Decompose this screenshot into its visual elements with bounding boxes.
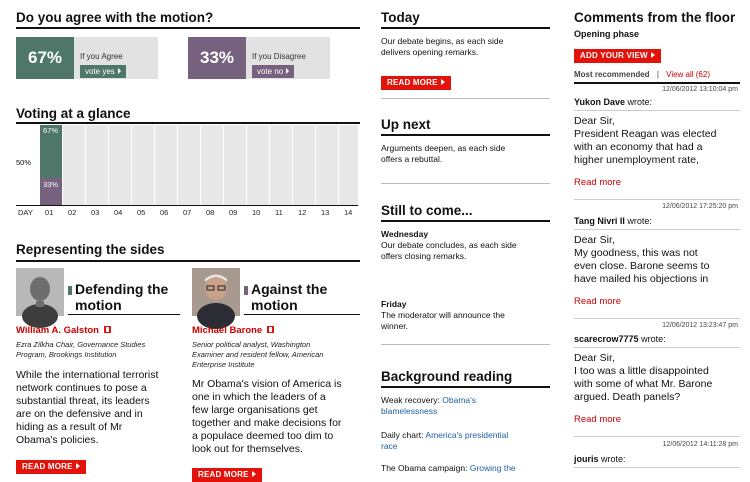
- comment-user: [574, 216, 652, 226]
- divider: [381, 183, 550, 184]
- comment-body: [574, 115, 734, 167]
- day1-agree-value: 67%: [43, 126, 59, 135]
- read-more-label: READ MORE: [387, 78, 438, 87]
- day-tick-label: 01: [45, 208, 54, 217]
- comment-line: Dear Sir,: [574, 352, 615, 364]
- x-axis: [16, 205, 358, 206]
- sides-heading: Representing the sides: [16, 242, 165, 257]
- comment-body: [574, 234, 734, 286]
- arrow-right-icon: [118, 68, 121, 74]
- background-link[interactable]: blamelessness: [381, 406, 438, 416]
- galston-role-1: Ezra Zilkha Chair, Governance Studies: [16, 340, 146, 349]
- summary-line: few large organisations get: [192, 404, 318, 416]
- gridline: [246, 125, 247, 205]
- info-icon[interactable]: [267, 326, 274, 333]
- wrote-label: wrote:: [601, 454, 626, 464]
- divider: [381, 386, 550, 388]
- summary-line: While the international terrorist: [16, 369, 159, 381]
- day-tick-label: 04: [114, 208, 123, 217]
- gridline: [62, 125, 63, 205]
- text-line: offers a rebuttal.: [381, 154, 443, 164]
- add-view-label: ADD YOUR VIEW: [580, 51, 648, 60]
- divider: [574, 199, 740, 200]
- galston-name[interactable]: [16, 325, 111, 336]
- comment-user: [574, 454, 626, 464]
- voting-chart: [40, 125, 358, 205]
- day-tick-label: 10: [252, 208, 261, 217]
- background-link[interactable]: Obama's: [442, 395, 477, 405]
- disagree-percent: 33%: [188, 37, 246, 79]
- comment-user: [574, 97, 652, 107]
- gridline: [108, 125, 109, 205]
- wednesday-label: Wednesday: [381, 229, 429, 239]
- upnext-text: [381, 143, 505, 165]
- gridline: [177, 125, 178, 205]
- comment-line: President Reagan was elected: [574, 128, 717, 140]
- summary-line: look out for themselves.: [192, 443, 303, 455]
- gridline: [315, 125, 316, 205]
- summary-line: Mr Obama's vision of America is: [192, 378, 342, 390]
- gridline: [131, 125, 132, 205]
- y-axis-label: 50%: [16, 158, 32, 167]
- divider: [574, 467, 740, 468]
- arrow-right-icon: [441, 79, 445, 85]
- vote-yes-label: vote yes: [85, 67, 115, 76]
- comment-line: higher unemployment rate,: [574, 154, 699, 166]
- view-all-link[interactable]: View all (62): [666, 70, 710, 79]
- still-heading: Still to come...: [381, 203, 473, 218]
- summary-line: together and make decisions for: [192, 417, 342, 429]
- day-tick-label: 08: [206, 208, 215, 217]
- galston-role-2: Program, Brookings Institution: [16, 350, 117, 359]
- comment-body: [574, 352, 734, 404]
- text-line: delivers opening remarks.: [381, 47, 479, 57]
- against-summary: [192, 378, 342, 456]
- wrote-label: wrote:: [627, 216, 652, 226]
- divider: [381, 98, 550, 99]
- username: jouris: [574, 454, 599, 464]
- divider: [574, 229, 740, 230]
- background-link[interactable]: Growing the: [469, 463, 516, 473]
- day1-disagree-bar: [40, 178, 62, 205]
- today-heading: Today: [381, 10, 420, 25]
- barone-role-3: Enterprise Institute: [192, 360, 255, 369]
- day-tick-label: 11: [275, 208, 283, 217]
- galston-name-text: William A. Galston: [16, 325, 99, 336]
- read-more-label: READ MORE: [198, 470, 249, 479]
- comment-sort: [574, 70, 710, 79]
- disagree-label: If you Disagree: [252, 52, 306, 61]
- agree-marker: [68, 286, 72, 295]
- agree-percent: 67%: [16, 37, 74, 79]
- agree-label: If you Agree: [80, 52, 123, 61]
- divider: [381, 220, 550, 222]
- text-line: Our debate concludes, as each side: [381, 240, 517, 250]
- divider: [16, 27, 360, 29]
- person-avatar-icon: [16, 268, 64, 316]
- disagree-box: [188, 37, 330, 79]
- divider: [244, 314, 360, 315]
- comment-line: with an economy that had a: [574, 141, 703, 153]
- comment-line: My goodness, this was not: [574, 247, 698, 259]
- barone-role-2: Examiner and resident fellow, American: [192, 350, 324, 359]
- background-link[interactable]: race: [381, 441, 398, 451]
- friday-label: Friday: [381, 299, 407, 309]
- wrote-label: wrote:: [641, 334, 666, 344]
- comment-read-more[interactable]: Read more: [574, 414, 621, 425]
- day1-disagree-value: 33%: [43, 180, 59, 189]
- against-read-more-button[interactable]: [192, 468, 262, 482]
- comment-read-more[interactable]: Read more: [574, 296, 621, 307]
- comment-line: Dear Sir,: [574, 115, 615, 127]
- summary-line: network continues to pose a: [16, 382, 147, 394]
- disagree-marker: [244, 286, 248, 295]
- day-tick-label: 06: [160, 208, 169, 217]
- comment-read-more[interactable]: Read more: [574, 177, 621, 188]
- motion-heading: Do you agree with the motion?: [16, 10, 214, 25]
- day-tick-label: 07: [183, 208, 192, 217]
- divider: [381, 27, 550, 29]
- divider: [16, 122, 360, 124]
- background-heading: Background reading: [381, 369, 513, 384]
- arrow-right-icon: [651, 52, 655, 58]
- summary-line: one in which the leaders of a: [192, 391, 326, 403]
- phase-label: Opening phase: [574, 29, 640, 39]
- day-axis-label: DAY: [18, 208, 33, 217]
- comment-line: Dear Sir,: [574, 234, 615, 246]
- divider: [68, 314, 180, 315]
- arrow-right-icon: [76, 463, 80, 469]
- comment-timestamp: 12/06/2012 13:10:04 pm: [662, 86, 738, 93]
- divider: [574, 110, 740, 111]
- background-item[interactable]: [381, 430, 508, 452]
- most-recommended-tab[interactable]: Most recommended: [574, 70, 650, 79]
- barone-portrait: [192, 268, 240, 316]
- background-item[interactable]: [381, 463, 516, 474]
- background-link[interactable]: America's presidential: [425, 430, 509, 440]
- wednesday-text: [381, 240, 517, 262]
- background-item[interactable]: [381, 395, 476, 417]
- vote-yes-button[interactable]: [80, 65, 126, 78]
- today-read-more-button[interactable]: [381, 76, 451, 90]
- summary-line: are on the defensive and in: [16, 408, 143, 420]
- text-line: offers closing remarks.: [381, 251, 467, 261]
- galston-portrait: [16, 268, 64, 316]
- comments-heading: Comments from the floor: [574, 10, 736, 25]
- comment-line: argued. Death panels?: [574, 391, 681, 403]
- barone-name-text: Michael Barone: [192, 325, 263, 336]
- divider: [381, 344, 550, 345]
- vote-no-label: vote no: [257, 67, 284, 76]
- text-line: Our debate begins, as each side: [381, 36, 504, 46]
- divider: [574, 347, 740, 348]
- background-prefix: Weak recovery:: [381, 395, 443, 405]
- divider: [574, 318, 740, 319]
- username: Tang Nivri II: [574, 216, 625, 226]
- day-tick-label: 05: [137, 208, 146, 217]
- day-tick-label: 02: [68, 208, 77, 217]
- against-title-line: motion: [251, 297, 298, 313]
- comment-line: have mailed his objections in: [574, 273, 709, 285]
- defending-title-line: motion: [75, 297, 122, 313]
- background-prefix: Daily chart:: [381, 430, 426, 440]
- divider: [16, 260, 360, 262]
- against-title-line: Against the: [251, 281, 328, 297]
- arrow-right-icon: [252, 471, 256, 477]
- summary-line: hiding as a result of Mr: [16, 421, 123, 433]
- username: Yukon Dave: [574, 97, 626, 107]
- summary-line: substantial threat, its leaders: [16, 395, 150, 407]
- summary-line: a populace deemed too dim to: [192, 430, 334, 442]
- gridline: [292, 125, 293, 205]
- comment-user: [574, 334, 666, 344]
- username: scarecrow7775: [574, 334, 639, 344]
- gridline: [223, 125, 224, 205]
- comment-line: I too was a little disappointed: [574, 365, 709, 377]
- today-text: [381, 36, 503, 58]
- friday-text: [381, 310, 505, 332]
- agree-box: [16, 37, 158, 79]
- barone-name[interactable]: [192, 325, 274, 336]
- defending-title: [75, 281, 168, 297]
- gridline: [200, 125, 201, 205]
- day-tick-label: 09: [229, 208, 238, 217]
- against-title-2: [251, 297, 298, 313]
- tab-separator: |: [656, 70, 659, 79]
- comment-line: with some of what Mr. Barone: [574, 378, 713, 390]
- text-line: winner.: [381, 321, 408, 331]
- upnext-heading: Up next: [381, 117, 431, 132]
- comment-timestamp: 12/06/2012 13:23:47 pm: [662, 322, 738, 329]
- person-avatar-icon: [192, 268, 240, 316]
- defending-title-2: [75, 297, 122, 313]
- comment-timestamp: 12/06/2012 17:25:20 pm: [662, 203, 738, 210]
- against-title: [251, 281, 327, 297]
- add-your-view-button[interactable]: [574, 49, 661, 63]
- day-tick-label: 03: [91, 208, 100, 217]
- gridline: [269, 125, 270, 205]
- summary-line: Obama's policies.: [16, 434, 99, 446]
- arrow-right-icon: [286, 68, 289, 74]
- defending-title-line: Defending the: [75, 281, 169, 297]
- gridline: [338, 125, 339, 205]
- day-tick-label: 14: [344, 208, 353, 217]
- day-tick-label: 12: [298, 208, 307, 217]
- divider: [381, 134, 550, 136]
- day1-agree-bar: [40, 125, 62, 178]
- gridline: [154, 125, 155, 205]
- divider: [574, 436, 740, 437]
- defending-summary: [16, 369, 158, 447]
- gridline: [85, 125, 86, 205]
- comment-timestamp: 12/06/2012 14:11:28 pm: [662, 441, 738, 448]
- comment-line: even close. Barone seems to: [574, 260, 710, 272]
- defending-read-more-button[interactable]: [16, 460, 86, 474]
- read-more-label: READ MORE: [22, 462, 73, 471]
- vote-no-button[interactable]: [252, 65, 294, 78]
- text-line: The moderator will announce the: [381, 310, 505, 320]
- divider: [574, 82, 740, 84]
- day-tick-label: 13: [321, 208, 330, 217]
- wrote-label: wrote:: [627, 97, 653, 107]
- text-line: Arguments deepen, as each side: [381, 143, 506, 153]
- voting-heading: Voting at a glance: [16, 106, 131, 121]
- info-icon[interactable]: [104, 326, 111, 333]
- barone-role-1: Senior political analyst, Washington: [192, 340, 311, 349]
- background-prefix: The Obama campaign:: [381, 463, 470, 473]
